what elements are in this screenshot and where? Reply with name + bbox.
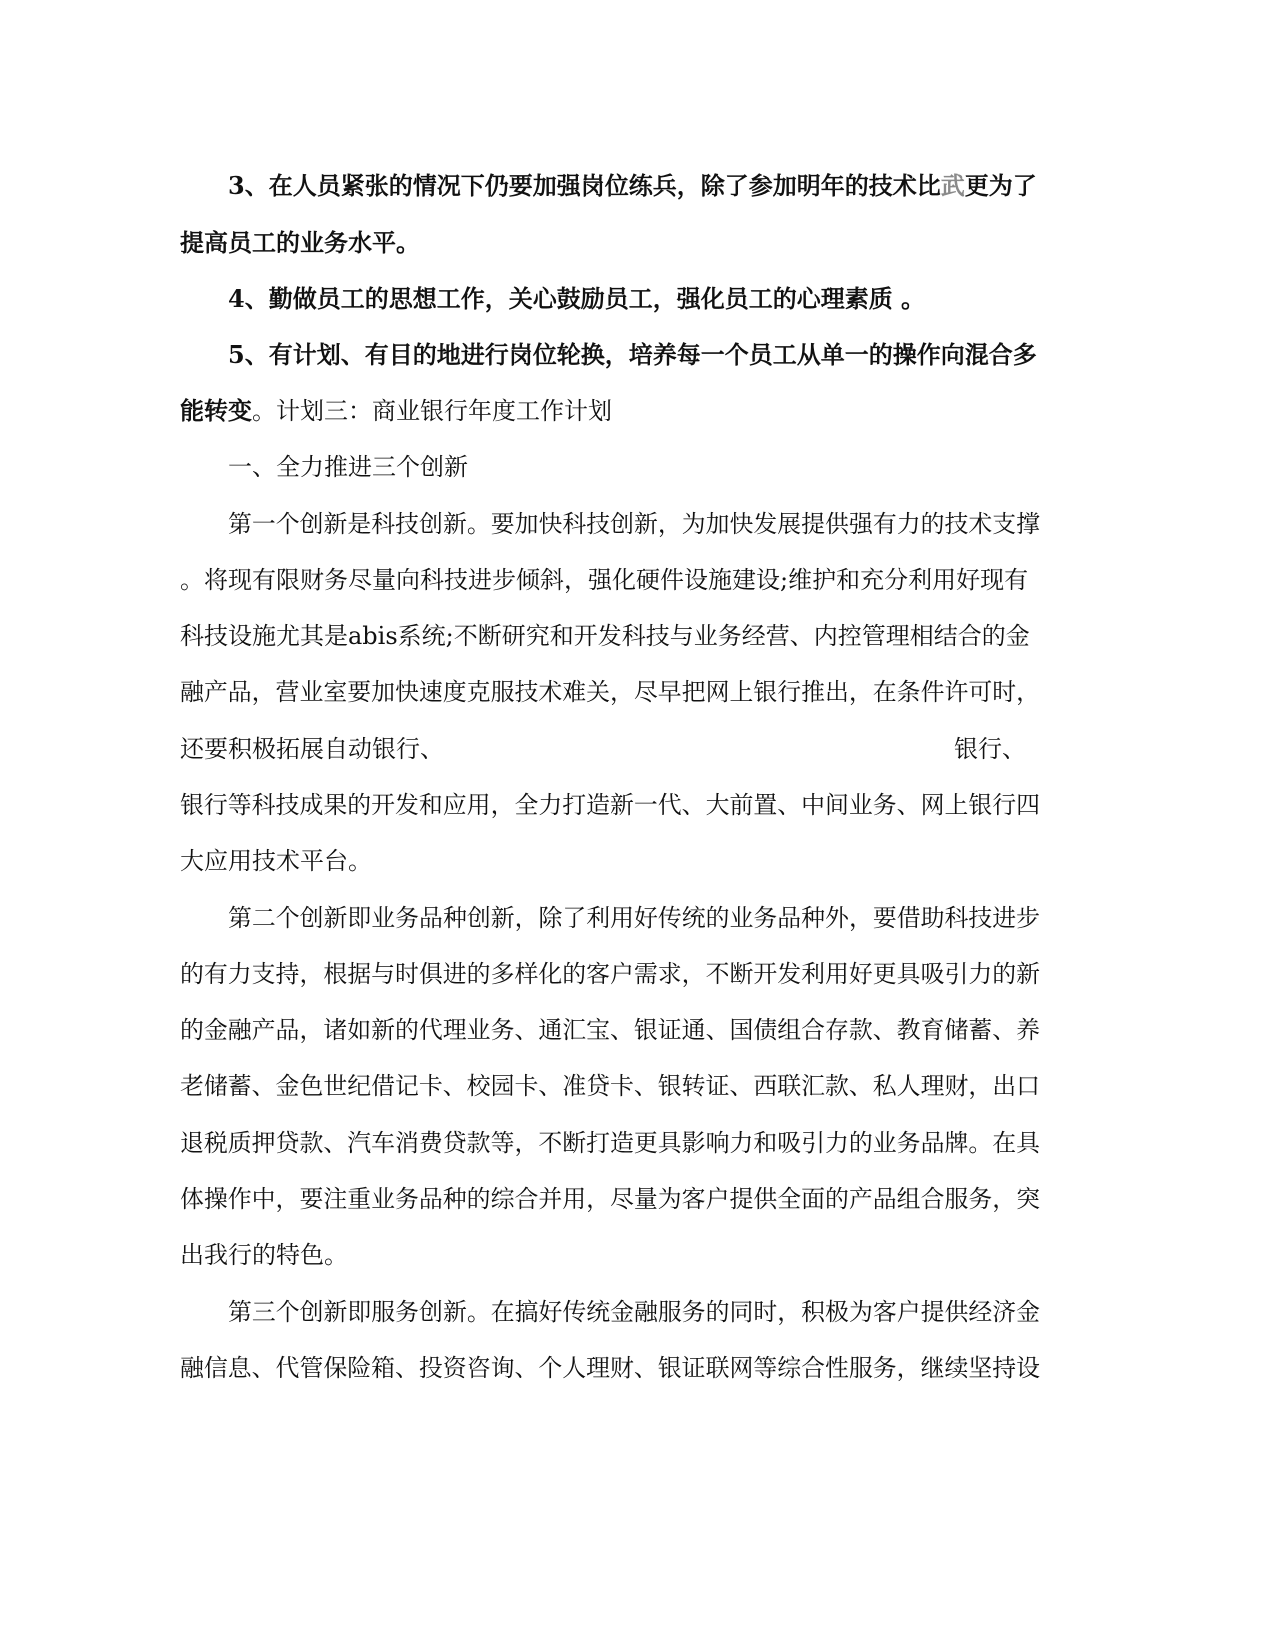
para2-line1: 第二个创新即业务品种创新，除了利用好传统的业务品种外，要借助科技进步 xyxy=(228,904,1041,932)
para3-line2: 融信息、代管保险箱、投资咨询、个人理财、银证联网等综合性服务，继续坚持设 xyxy=(180,1354,1041,1382)
para1-line3: 科技设施尤其是abis系统;不断研究和开发科技与业务经营、内控管理相结合的金 xyxy=(180,622,1030,650)
para2-line3: 的金融产品，诸如新的代理业务、通汇宝、银证通、国债组合存款、教育储蓄、养 xyxy=(180,1016,1041,1044)
item5-line2-tail: 。计划三：商业银行年度工作计划 xyxy=(252,397,612,425)
para3-line1: 第三个创新即服务创新。在搞好传统金融服务的同时，积极为客户提供经济金 xyxy=(228,1298,1041,1326)
item4-line: 4、勤做员工的思想工作，关心鼓励员工，强化员工的心理素质 。 xyxy=(228,284,926,313)
para2-line5: 退税质押贷款、汽车消费贷款等，不断打造更具影响力和吸引力的业务品牌。在具 xyxy=(180,1129,1041,1157)
item3-line1-text-a: 3、在人员紧张的情况下仍要加强岗位练兵，除了参加明年的技术比 xyxy=(228,171,941,200)
item3-line1-gray-char: 武 xyxy=(940,171,965,200)
para1-line5 xyxy=(180,733,1026,765)
para1-line6: 银行等科技成果的开发和应用，全力打造新一代、大前置、中间业务、网上银行四 xyxy=(180,791,1041,819)
item3-line2: 提高员工的业务水平。 xyxy=(180,228,420,257)
para1-line1: 第一个创新是科技创新。要加快科技创新，为加快发展提供强有力的技术支撑 xyxy=(228,510,1041,538)
para1-line7: 大应用技术平台。 xyxy=(180,847,372,875)
item5-line2 xyxy=(180,395,612,427)
section1-heading: 一、全力推进三个创新 xyxy=(228,453,468,481)
para2-line6: 体操作中，要注重业务品种的综合并用，尽量为客户提供全面的产品组合服务，突 xyxy=(180,1185,1041,1213)
item3-line1-text-b: 更为了 xyxy=(964,171,1037,200)
item3-line1 xyxy=(228,170,1037,202)
item5-line1: 5、有计划、有目的地进行岗位轮换，培养每一个员工从单一的操作向混合多 xyxy=(228,340,1037,369)
item5-line2-bold: 能转变 xyxy=(180,396,252,425)
para2-line7: 出我行的特色。 xyxy=(180,1241,348,1269)
para2-line4: 老储蓄、金色世纪借记卡、校园卡、准贷卡、银转证、西联汇款、私人理财，出口 xyxy=(180,1072,1041,1100)
para2-line2: 的有力支持，根据与时俱进的多样化的客户需求，不断开发利用好更具吸引力的新 xyxy=(180,960,1041,988)
para1-line5-left: 还要积极拓展自动银行、 xyxy=(180,735,444,763)
para1-line4: 融产品，营业室要加快速度克服技术难关，尽早把网上银行推出，在条件许可时， xyxy=(180,678,1041,706)
para1-line5-right: 银行、 xyxy=(954,735,1026,763)
para1-line2: 。将现有限财务尽量向科技进步倾斜，强化硬件设施建设;维护和充分利用好现有 xyxy=(180,566,1029,594)
